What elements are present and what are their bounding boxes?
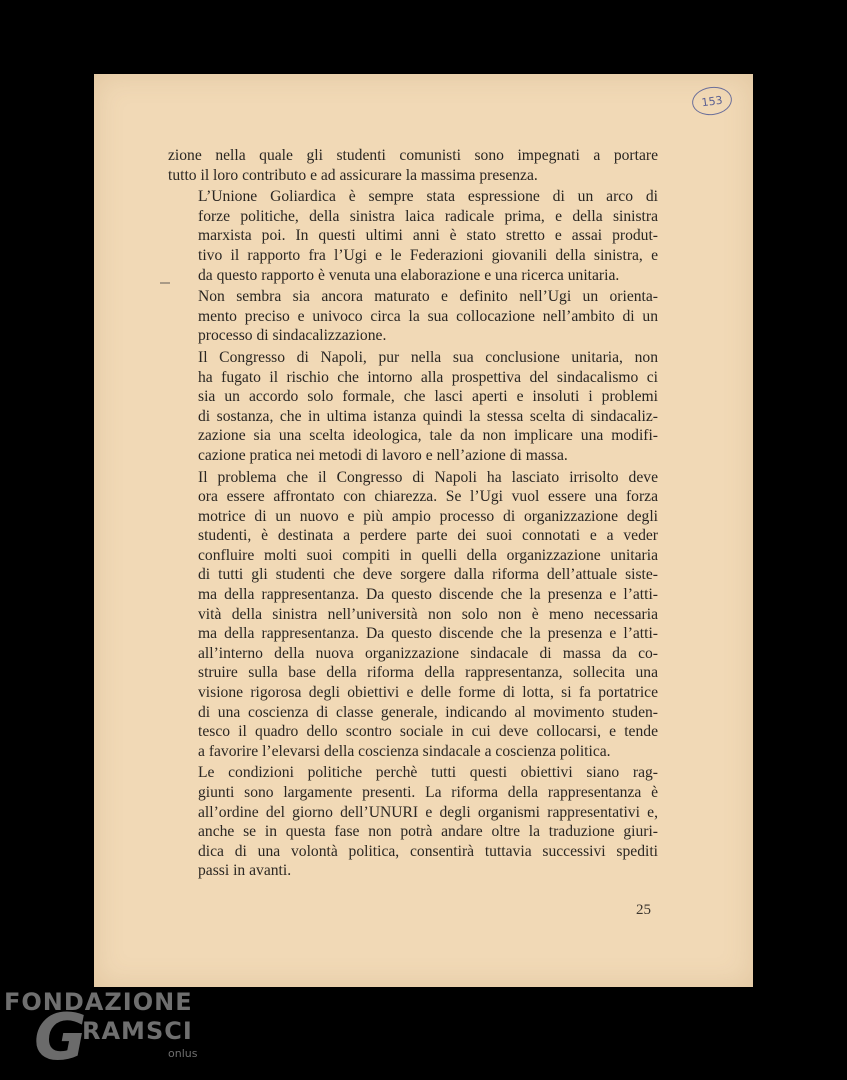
text-line: mento preciso e univoco circa la sua collocazione nell’ambito di un [198,307,658,325]
text-line: zione nella quale gli studenti comunisti sono impegnati a portare [168,147,658,164]
paragraph [168,187,658,285]
text-line: zazione sia una scelta ideologica, tale da non implicare una modifi- [198,427,658,445]
text-line: processo di sindacalizzazione. [198,327,387,345]
text-line: all’interno della nuova organizzazione sindacale di massa da co- [198,644,658,662]
paragraph [168,287,658,346]
text-line: a favorire l’elevarsi della coscienza sindacale a coscienza politica. [198,742,611,760]
text-line: cazione pratica nei metodi di lavoro e nell’azione di massa. [198,446,568,464]
text-line: Non sembra sia ancora maturato e definito nell’Ugi un orienta- [198,288,658,306]
text-line: di tutti gli studenti che deve sorgere dalla riforma dell’attuale siste- [198,566,658,584]
logo-line-2: RAMSCI [82,1017,193,1045]
text-line: sia un accordo solo formale, che lasci aperti e insoluti i problemi [198,388,658,406]
document-page [94,74,753,987]
logo-line-1: FONDAZIONE [4,988,193,1016]
text-line: marxista poi. In questi ultimi anni è stato stretto e assai produt- [198,227,658,245]
page-number: 25 [636,902,651,918]
paragraph [168,763,658,881]
text-line: tesco il quadro dello scontro sociale in cui deve collocarsi, e tende [198,723,658,741]
text-line: da questo rapporto è venuta una elaborazione e una ricerca unitaria. [198,266,620,284]
text-line: anche se in questa fase non potrà andare oltre la traduzione giuri- [198,823,658,841]
logo-subtitle: onlus [168,1047,198,1060]
archive-number-stamp: 153 [690,84,734,117]
text-line: studenti, è destinata a perdere parte dei suoi connotati e a veder [198,527,658,545]
text-line: ma della rappresentanza. Da questo discende che la presenza e l’atti- [198,625,658,643]
text-line: giunti sono largamente presenti. La riforma della rappresentanza è [198,784,658,801]
text-line: forze politiche, della sinistra laica radicale prima, e della sinistra [198,207,658,225]
text-line: Il Congresso di Napoli, pur nella sua conclusione unitaria, non [198,348,658,366]
text-line: passi in avanti. [198,862,292,880]
text-line: Le condizioni politiche perchè tutti questi obiettivi siano rag- [198,764,658,782]
paragraph [168,146,658,185]
text-line: all’ordine del giorno dell’UNURI e degli organismi rappresentativi e, [198,803,658,821]
logo-initial: G [34,1001,87,1075]
text-line: L’Unione Goliardica è sempre stata espressione di un arco di [198,188,658,206]
paragraph [168,468,658,762]
text-line: di una coscienza di classe generale, indicando al movimento studen- [198,703,658,721]
text-line: ma della rappresentanza. Da questo discende che la presenza e l’atti- [198,586,658,604]
fondazione-gramsci-logo [0,986,220,1080]
text-line: dica di una volontà politica, consentirà tuttavia successivi spediti [198,842,658,860]
text-line: motrice di un nuovo e più ampio processo di organizzazione degli [198,507,658,525]
text-line: confluire molti suoi compiti in quelli della organizzazione unitaria [198,546,658,564]
text-line: ha fugato il rischio che intorno alla prospettiva del sindacalismo ci [198,368,658,386]
text-line: Il problema che il Congresso di Napoli ha lasciato irrisolto deve [198,468,658,486]
text-line: visione rigorosa degli obiettivi e delle forme di lotta, si fa portatrice [198,684,658,702]
text-line: tutto il loro contributo e ad assicurare la massima presenza. [168,166,538,184]
text-line: di sostanza, che in ultima istanza quindi la stessa scelta di sindacaliz- [198,407,658,425]
text-line: ora essere affrontato con chiarezza. Se l’Ugi vuol essere una forza [198,488,658,506]
text-line: struire sulla base della riforma della rappresentanza, sollecita una [198,664,658,682]
body-text [168,146,658,881]
text-line: tivo il rapporto fra l’Ugi e le Federazioni giovanili della sinistra, e [198,246,658,264]
paragraph [168,348,658,466]
text-line: vità della sinistra nell’università non solo non è meno necessaria [198,605,658,623]
